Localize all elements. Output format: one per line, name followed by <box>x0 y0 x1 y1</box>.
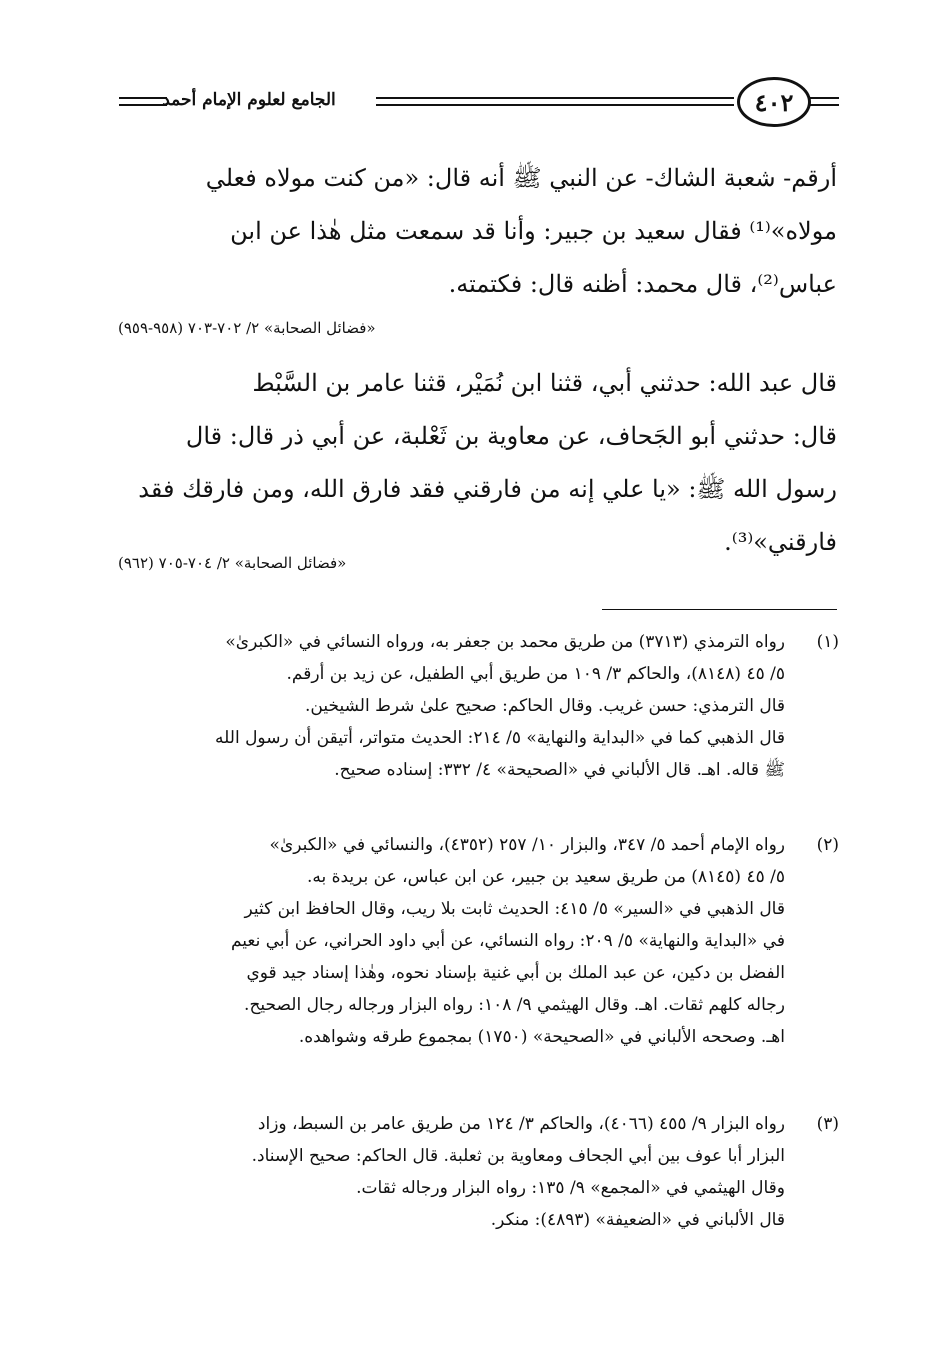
footnote-number: (٢) <box>816 835 839 855</box>
footnote-line: رواه الترمذي (٣٧١٣) من طريق محمد بن جعفر به، ورواه النسائي في «الكبرىٰ» <box>225 632 785 652</box>
footnote-line: الفضل بن دكين، عن عبد الملك بن أبي غنية بإسناد نحوه، وهٰذا إسناد جيد قوي <box>246 963 785 983</box>
footnote-line: رواه الإمام أحمد ٥/ ٣٤٧، والبزار ١٠/ ٢٥٧ (٤٣٥٢)، والنسائي في «الكبرىٰ» <box>269 835 785 855</box>
footnote-line: وقال الهيثمي في «المجمع» ٩/ ١٣٥: رواه البزار ورجاله ثقات. <box>356 1178 785 1198</box>
source-citation-1: «فضائل الصحابة» ٢/ ٧٠٢-٧٠٣ (٩٥٨-٩٥٩) <box>118 319 376 337</box>
footnote-line: رجاله كلهم ثقات. اهـ. وقال الهيثمي ٩/ ١٠٨: رواه البزار ورجاله رجال الصحيح. <box>244 995 785 1015</box>
footnote-line: في «البداية والنهاية» ٥/ ٢٠٩: رواه النسائي، عن أبي داود الحراني، عن أبي نعيم <box>230 931 785 951</box>
header-rule-far-right-bottom <box>809 104 839 106</box>
paragraph-line: رسول الله ﷺ: «يا علي إنه من فارقني فقد فارق الله، ومن فارقك فقد <box>138 475 837 503</box>
paragraph-line: قال عبد الله: حدثني أبي، قثنا ابن نُمَيْر، قثنا عامر بن السَّبْط <box>252 369 837 397</box>
footnote-line: ٥/ ٤٥ (٨١٤٨)، والحاكم ٣/ ١٠٩ من طريق أبي الطفيل، عن زيد بن أرقم. <box>286 664 785 684</box>
paragraph-line: أرقم- شعبة الشاك- عن النبي ﷺ أنه قال: «من كنت مولاه فعلي <box>205 164 837 192</box>
hadith-paragraph-2 <box>102 357 837 569</box>
paragraph-line: عباس⁽²⁾، قال محمد: أظنه قال: فكتمته. <box>448 270 837 298</box>
footnote-3 <box>102 1108 839 1236</box>
footnote-number: (٣) <box>816 1114 839 1134</box>
page-number: ٤٠٢ <box>737 77 811 127</box>
footnote-line: البزار أبا عوف بين أبي الجحاف ومعاوية بن ثعلبة. قال الحاكم: صحيح الإسناد. <box>251 1146 785 1166</box>
header-rule-far-right-top <box>809 97 839 99</box>
footnote-number: (١) <box>816 632 839 652</box>
footnote-line: رواه البزار ٩/ ٤٥٥ (٤٠٦٦)، والحاكم ٣/ ١٢٤ من طريق عامر بن السبط، وزاد <box>257 1114 785 1134</box>
paragraph-line: قال: حدثني أبو الجَحاف، عن معاوية بن ثَعْلبة، عن أبي ذر قال: قال <box>185 422 837 450</box>
footnote-line: اهـ. وصححه الألباني في «الصحيحة» (١٧٥٠) بمجموع طرقه وشواهده. <box>298 1027 785 1047</box>
footnote-2 <box>102 829 839 1053</box>
paragraph-line: مولاه»⁽¹⁾ فقال سعيد بن جبير: وأنا قد سمعت مثل هٰذا عن ابن <box>230 217 837 245</box>
footnote-line: ٥/ ٤٥ (٨١٤٥) من طريق سعيد بن جبير، عن ابن عباس، عن بريدة به. <box>306 867 785 887</box>
hadith-paragraph-1 <box>102 152 837 311</box>
paragraph-line: فارقني»⁽³⁾. <box>724 528 837 556</box>
header-rule-right-top <box>376 97 734 99</box>
source-citation-2: «فضائل الصحابة» ٢/ ٧٠٤-٧٠٥ (٩٦٢) <box>118 554 347 572</box>
running-header-title: الجامع لعلوم الإمام أحمد <box>162 90 336 110</box>
header-rule-right-bottom <box>376 104 734 106</box>
footnote-line: قال الذهبي كما في «البداية والنهاية» ٥/ ٢١٤: الحديث متواتر، أتيقن أن رسول الله <box>215 728 785 748</box>
footnote-line: قال الترمذي: حسن غريب. وقال الحاكم: صحيح علىٰ شرط الشيخين. <box>305 696 785 716</box>
footnote-line: ﷺ قاله. اهـ. قال الألباني في «الصحيحة» ٤/ ٣٣٢: إسناده صحيح. <box>334 760 785 780</box>
footnote-line: قال الذهبي في «السير» ٥/ ٤١٥: الحديث ثابت بلا ريب، وقال الحافظ ابن كثير <box>244 899 785 919</box>
footnote-separator <box>602 609 837 610</box>
footnote-line: قال الألباني في «الضعيفة» (٤٨٩٣): منكر. <box>490 1210 785 1230</box>
footnote-1 <box>102 626 839 786</box>
